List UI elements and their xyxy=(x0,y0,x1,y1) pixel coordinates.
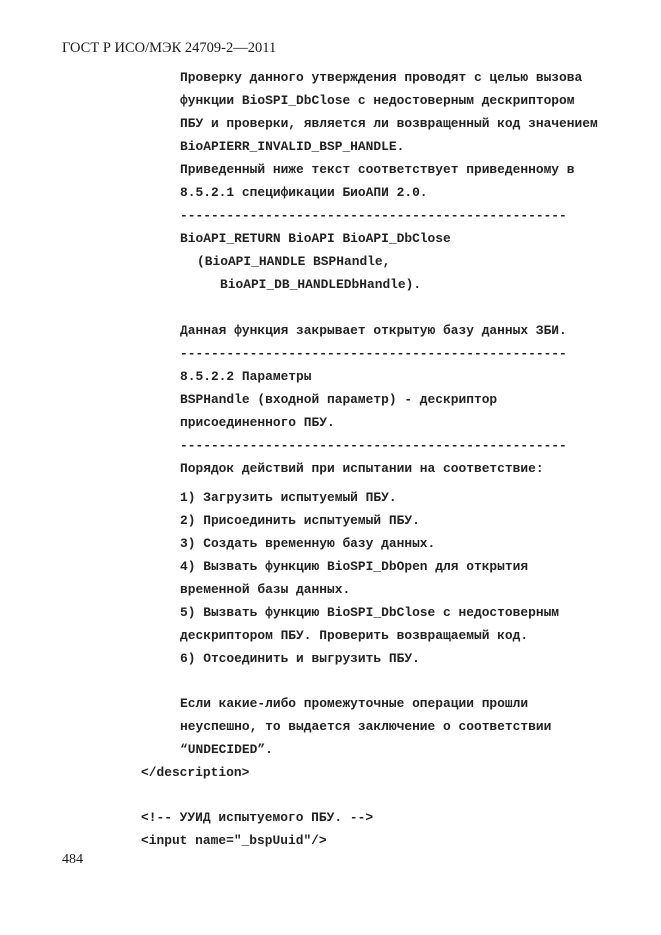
xml-comment: <!-- УУИД испытуемого ПБУ. --> xyxy=(141,810,374,825)
list-item: 5) Вызвать функцию BioSPI_DbClose с недостоверным xyxy=(180,605,560,620)
separator-line: -------------------------------------------------- xyxy=(180,438,567,453)
text-line: ПБУ и проверки, является ли возвращенный код значением xyxy=(180,116,598,131)
code-line: BioAPI_DB_HANDLEDbHandle). xyxy=(220,277,422,292)
list-item-continuation: дескриптором ПБУ. Проверить возвращаемый код. xyxy=(180,628,529,643)
text-line: неуспешно, то выдается заключение о соответствии xyxy=(180,719,552,734)
document-header: ГОСТ Р ИСО/МЭК 24709-2—2011 xyxy=(62,40,277,56)
text-line: Приведенный ниже текст соответствует приведенному в xyxy=(180,162,575,177)
text-line: Порядок действий при испытании на соответствие: xyxy=(180,461,544,476)
separator-line: -------------------------------------------------- xyxy=(180,346,567,361)
text-line: присоединенного ПБУ. xyxy=(180,415,335,430)
text-line: BioAPIERR_INVALID_BSP_HANDLE. xyxy=(180,139,405,154)
list-item: 1) Загрузить испытуемый ПБУ. xyxy=(180,490,397,505)
text-line: Если какие-либо промежуточные операции прошли xyxy=(180,696,529,711)
list-item-continuation: временной базы данных. xyxy=(180,582,351,597)
input-tag: <input name="_bspUuid"/> xyxy=(141,833,327,848)
page-number: 484 xyxy=(62,852,83,867)
code-line: BioAPI_RETURN BioAPI BioAPI_DbClose xyxy=(180,231,451,246)
separator-line: -------------------------------------------------- xyxy=(180,208,567,223)
text-line: “UNDECIDED”. xyxy=(180,742,273,757)
text-line: 8.5.2.1 спецификации БиоАПИ 2.0. xyxy=(180,185,428,200)
section-heading: 8.5.2.2 Параметры xyxy=(180,369,312,384)
list-item: 2) Присоединить испытуемый ПБУ. xyxy=(180,513,420,528)
text-line: Проверку данного утверждения проводят с целью вызова xyxy=(180,70,583,85)
list-item: 3) Создать временную базу данных. xyxy=(180,536,436,551)
text-line: функции BioSPI_DbClose с недостоверным дескриптором xyxy=(180,93,575,108)
code-line: (BioAPI_HANDLE BSPHandle, xyxy=(197,254,391,269)
text-line: BSPHandle (входной параметр) - дескриптор xyxy=(180,392,498,407)
list-item: 6) Отсоединить и выгрузить ПБУ. xyxy=(180,651,420,666)
list-item: 4) Вызвать функцию BioSPI_DbOpen для открытия xyxy=(180,559,529,574)
text-line: Данная функция закрывает открытую базу данных ЗБИ. xyxy=(180,323,567,338)
closing-tag: </description> xyxy=(141,765,250,780)
